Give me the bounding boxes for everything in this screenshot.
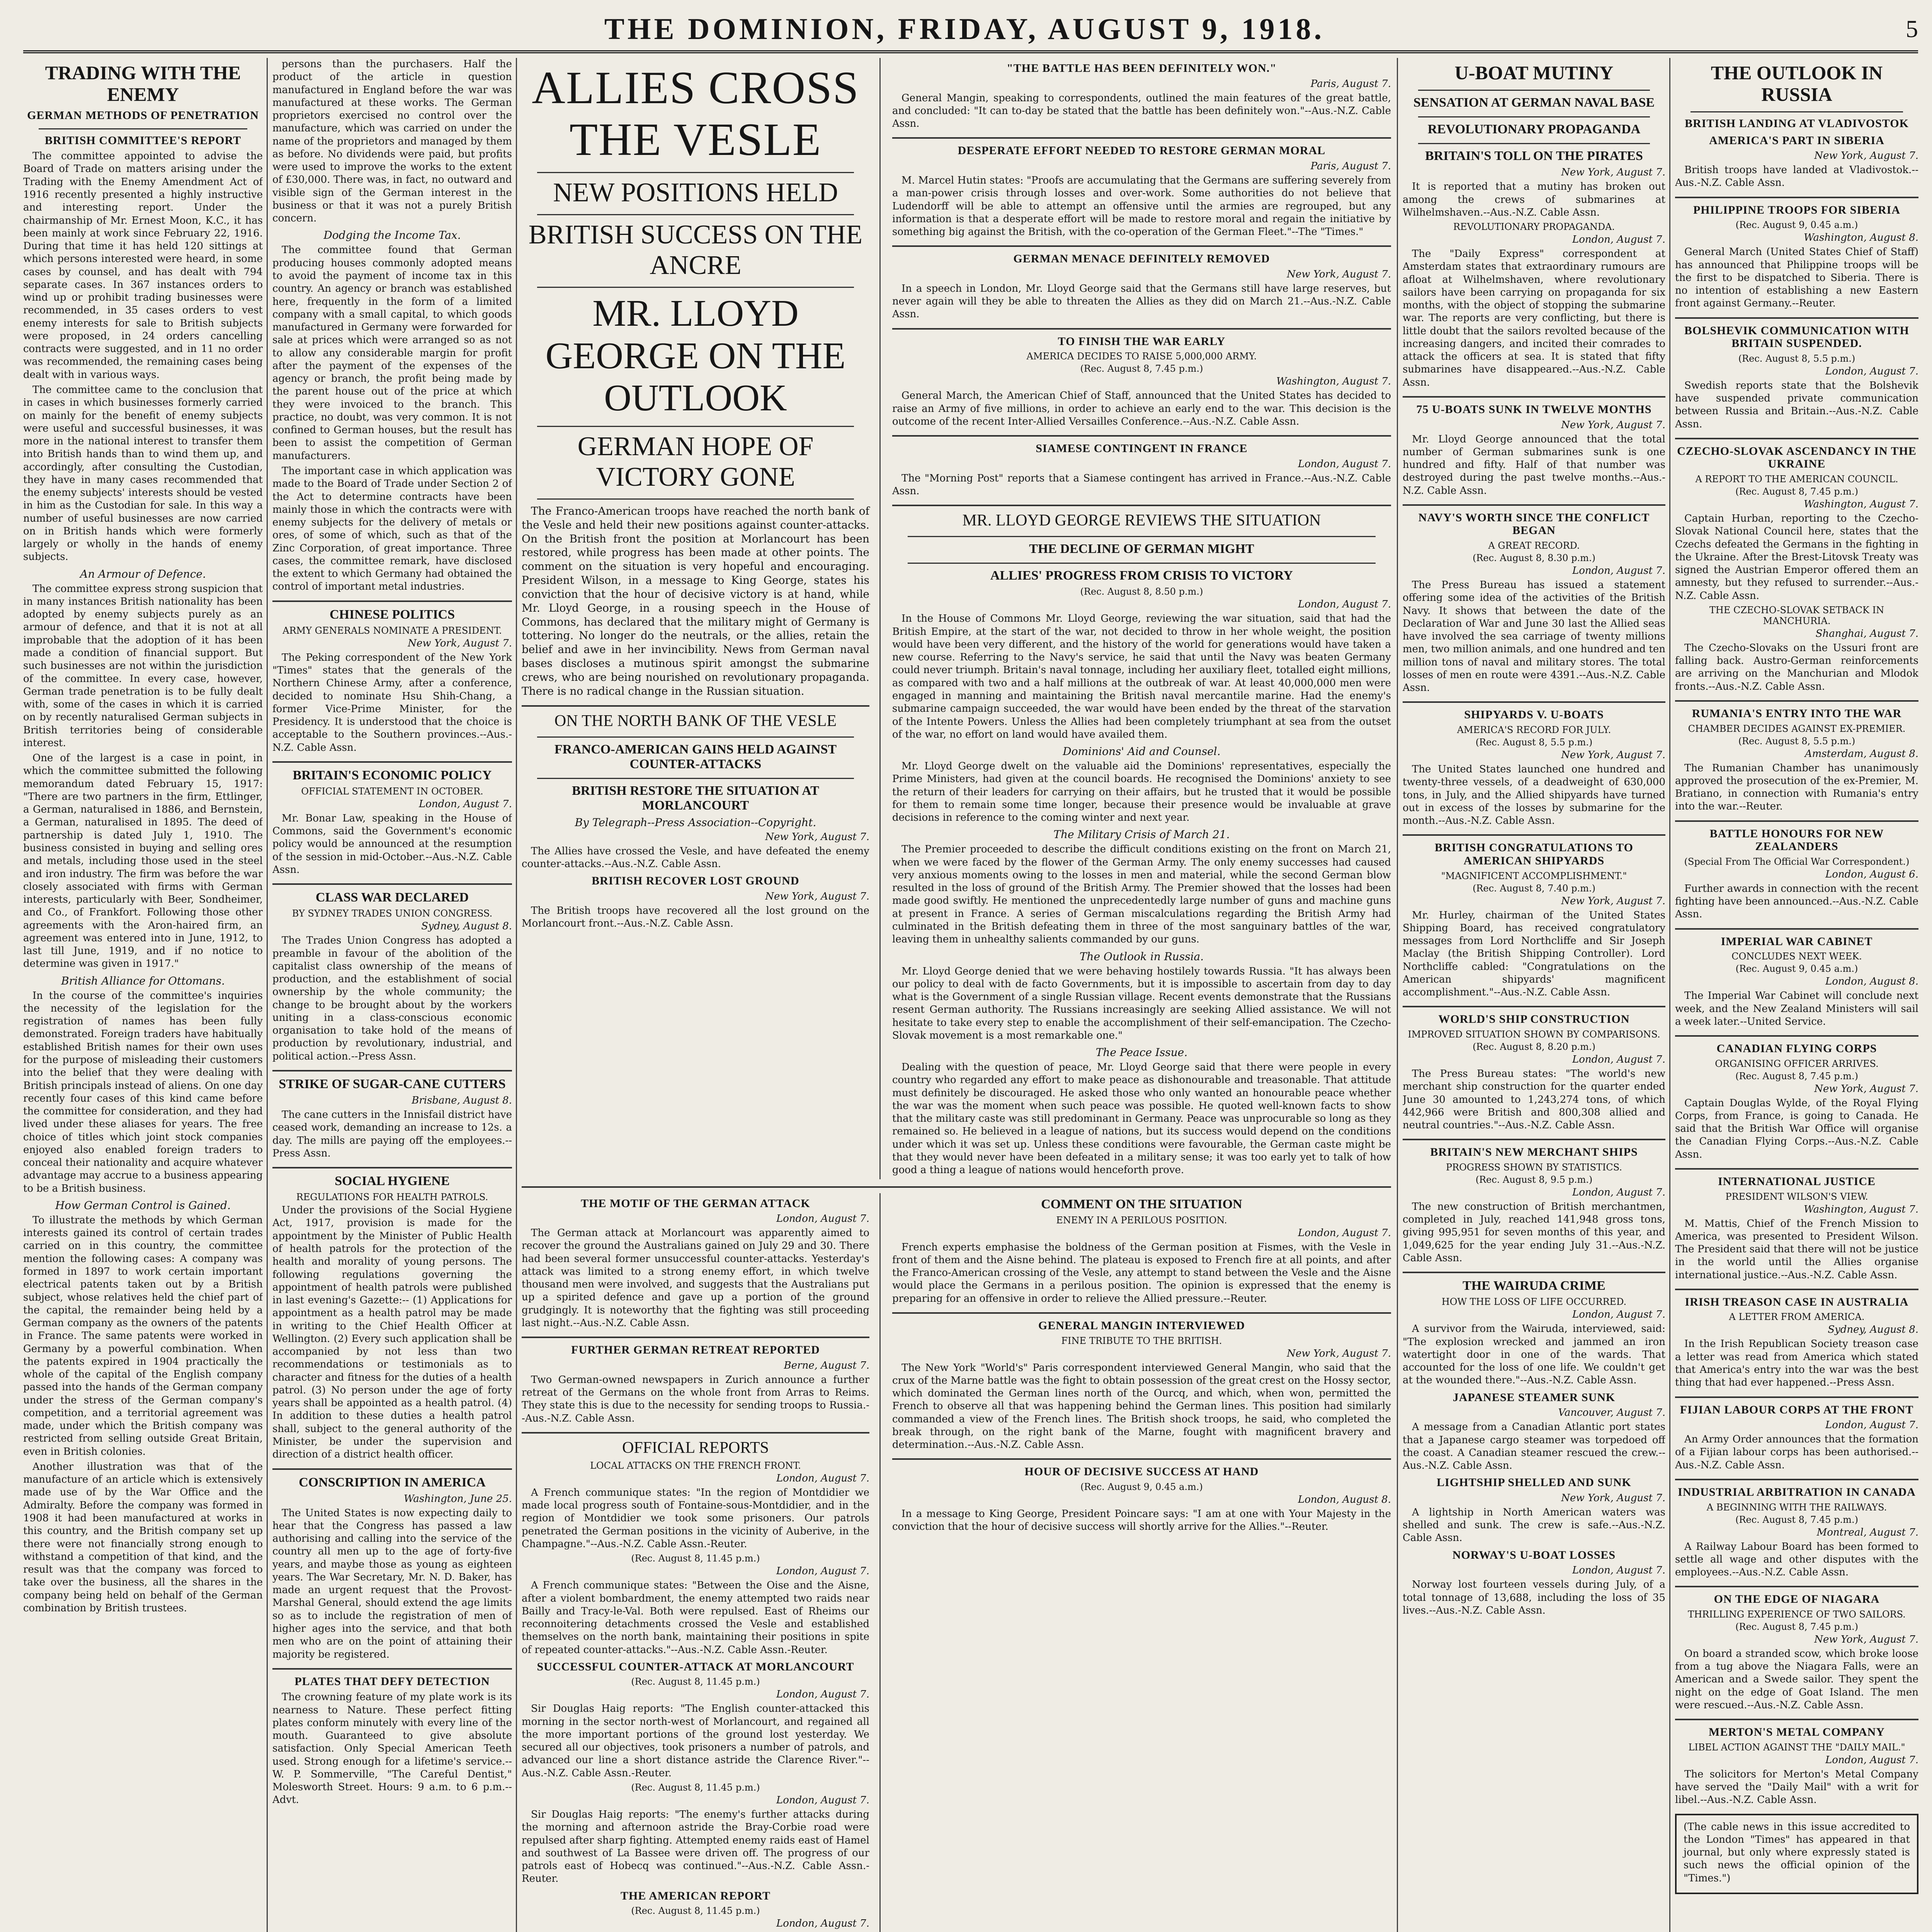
subhead: AMERICA'S RECORD FOR JULY. [1457, 724, 1611, 736]
lead-story [522, 58, 881, 1179]
subhead: THRILLING EXPERIENCE OF TWO SAILORS. [1688, 1609, 1906, 1620]
article-paragraph: General March, the American Chief of Staff, announced that the United States has decided to raise an Army of five millions, in order to achieve an early end to the war. This decision is the outcome of the recent Inter-Allied Versailles Conference.--Aus.-N.Z. Cable Assn. [892, 390, 1391, 427]
article-paragraph: Swedish reports state that the Bolshevik have suspended private communication between Russia and Britain.--Aus.-N.Z. Cable Assn. [1675, 379, 1918, 430]
subhead: PRESIDENT WILSON'S VIEW. [1725, 1191, 1868, 1202]
received-line: (Rec. August 8, 7.45 p.m.) [1735, 1621, 1858, 1632]
headline: "THE BATTLE HAS BEEN DEFINITELY WON." [1007, 62, 1277, 75]
dateline: London, August 7. [418, 798, 512, 810]
subhead: ENEMY IN A PERILOUS POSITION. [1056, 1214, 1227, 1226]
article-paragraph: Mr. Lloyd George dwelt on the valuable aid the Dominions' representatives, especially the Prime Ministers, had given at the council boards. He recognised the Dominions' anxiety to see the return of their leaders for carrying on their affairs, but he trusted that it would be possible for them to remain some time longer, because their presence would be invaluable at grave decisions in reference to the coming winter and next year. [892, 760, 1391, 824]
subhead: LOCAL ATTACKS ON THE FRENCH FRONT. [590, 1460, 801, 1471]
dateline: London, August 8. [1298, 1493, 1391, 1505]
section-subtitle: The Peace Issue. [1095, 1046, 1188, 1059]
headline: IMPERIAL WAR CABINET [1721, 935, 1873, 948]
headline: TO FINISH THE WAR EARLY [1058, 335, 1226, 348]
section-subtitle: British Alliance for Ottomans. [61, 974, 225, 987]
article-paragraph: In the course of the committee's inquiries the necessity of the legislation for the registration of names has been fully demonstrated. Foreign traders have habitually established British names for their own uses for the purpose of misleading their customers into the belief that they were dealing with British principals instead of aliens. On one day recently four cases of this kind came before the committee for consideration, and they had lived under these aliases for years. The free choice of titles which joint stock companies enjoyed also enabled foreign traders to conceal their nationality and acquire whatever advantage may accrue to a business appearing to be a British business. [23, 990, 263, 1194]
main-headline: ALLIES CROSS THE VESLE [532, 62, 859, 165]
section-subtitle: Dominions' Aid and Counsel. [1063, 745, 1221, 758]
headline: FURTHER GERMAN RETREAT REPORTED [571, 1344, 820, 1357]
subhead: A LETTER FROM AMERICA. [1729, 1311, 1865, 1323]
article-paragraph: It is reported that a mutiny has broken out among the crews of submarines at Wilhelmshaven.--Aus.-N.Z. Cable Assn. [1403, 181, 1665, 218]
subhead: CONCLUDES NEXT WEEK. [1731, 951, 1862, 962]
headline: OFFICIAL REPORTS [622, 1439, 769, 1457]
headline: STRIKE OF SUGAR-CANE CUTTERS [279, 1077, 506, 1091]
advertisement-text: The crowning feature of my plate work is its nearness to Nature. These perfect fitting plates conform minutely with every line of the mouth. Guaranteed to give absolute satisfaction. Only Special American Teeth used. Strong enough for a lifetime's service.--W. P. Sommerville, "The Careful Dentist," Molesworth Street. Hours: 9 a.m. to 6 p.m.--Advt. [272, 1691, 512, 1806]
headline: CANADIAN FLYING CORPS [1716, 1042, 1877, 1055]
dateline: New York, August 7. [1814, 150, 1918, 162]
headline-deck: SENSATION AT GERMAN NAVAL BASE [1413, 95, 1655, 110]
headline: CONSCRIPTION IN AMERICA [299, 1475, 486, 1490]
received-line: (Rec. August 8, 11.45 p.m.) [631, 1782, 760, 1793]
dateline: New York, August 7. [1561, 167, 1665, 179]
dateline: Montreal, August 7. [1816, 1526, 1918, 1538]
dateline: Paris, August 7. [1310, 160, 1391, 172]
headline: BATTLE HONOURS FOR NEW ZEALANDERS [1709, 827, 1884, 853]
article-paragraph: The Czecho-Slovaks on the Ussuri front are falling back. Austro-German reinforcements are arriving on the Manchurian and Mlodok fronts.--Aus.-N.Z. Cable Assn. [1675, 642, 1918, 692]
headline: NORWAY'S U-BOAT LOSSES [1452, 1548, 1616, 1561]
dateline: London, August 7. [1572, 1309, 1665, 1321]
article-paragraph: The Press Bureau states: "The world's new merchant ship construction for the quarter ended June 30 amounted to 1,243,274 tons, of which 442,966 were British and 800,308 allied and neutral countries."--Aus.-N.Z. Cable Assn. [1403, 1068, 1665, 1131]
article-paragraph: In the House of Commons Mr. Lloyd George, reviewing the war situation, said that had the British Empire, at the start of the war, not decided to throw in her whole weight, the position would have been very different, and the history of the world for generations would have taken a new course. Referring to the Navy's service, he said that until the Navy was beaten Germany could never triumph. Britain's naval tonnage, including her auxiliary fleet, totalled eight millions, as compared with two and a half millions at the outbreak of war. At least 40,000,000 men were engaged in manning and maintaining the British naval mercantile marine. Had the enemy's submarine campaign succeeded, the war would have been ended by the threat of the starvation of the Intente Powers. Unless the Allies had been completely triumphant at sea from the outset of the war, no effort on land would have availed them. [892, 613, 1391, 740]
article-paragraph: Mr. Lloyd George announced that the total number of German submarines sunk is one hundred and fifty. Half of that number was destroyed during the past twelve months.--Aus.-N.Z. Cable Assn. [1403, 433, 1665, 497]
dateline: Amsterdam, August 8. [1804, 748, 1918, 760]
dateline: London, August 7. [1825, 365, 1918, 377]
article-paragraph: The Imperial War Cabinet will conclude next week, and the New Zealand Ministers will sail a week later.--United Service. [1675, 990, 1918, 1027]
subhead: A GREAT RECORD. [1488, 540, 1580, 551]
article-paragraph: In the Irish Republican Society treason case a letter was read from America which stated that America's entry into the war was the best thing that had ever happened.--Press Assn. [1675, 1338, 1918, 1389]
subhead: "MAGNIFICENT ACCOMPLISHMENT." [1441, 870, 1627, 881]
article-paragraph: Another illustration was that of the manufacture of an article which is extensively made use of by the War Office and the Admiralty. Before the company was formed in 1908 it had been manufactured at works in this country, and the British company set up there were not financially strong enough to withstand a competition of that kind, and the result was that the company was forced to take over the business, all the shares in the company being held on behalf of the German combination by British trustees. [23, 1461, 263, 1614]
article-paragraph: The German attack at Morlancourt was apparently aimed to recover the ground the Australians gained on July 29 and 30. There had been several former unsuccessful counter-attacks. Yesterday's attack was limited to a strong enemy effort, in which twelve thousand men were involved, and suggests that the Australians put up a spirited defence and gave up a portion of the ground grudgingly. It is noteworthy that the fighting was still proceeding last night.--Aus.-N.Z. Cable Assn. [522, 1227, 869, 1329]
headline: DESPERATE EFFORT NEEDED TO RESTORE GERMAN MORAL [957, 144, 1326, 157]
section-subtitle: The Military Crisis of March 21. [1053, 828, 1230, 841]
headline: RUMANIA'S ENTRY INTO THE WAR [1692, 707, 1902, 720]
article-paragraph: Further awards in connection with the recent fighting have been announced.--Aus.-N.Z. Cable Assn. [1675, 883, 1918, 920]
column-rule [516, 58, 517, 1932]
headline: THE AMERICAN REPORT [621, 1889, 770, 1902]
headline: JAPANESE STEAMER SUNK [1452, 1391, 1616, 1404]
article-paragraph: The Press Bureau has issued a statement offering some idea of the activities of the British Navy. It shows that between the date of the Declaration of War and June 30 last the Allied seas have involved the sea carriage of twenty millions men, two million animals, and one hundred and ten million tons of naval and military stores. The total losses of men en route were 4391.--Aus.-N.Z. Cable Assn. [1403, 579, 1665, 694]
dateline: New York, August 7. [765, 891, 869, 903]
dateline: Washington, August 7. [1276, 376, 1391, 388]
column-rule [267, 58, 268, 1932]
section-subtitle: An Armour of Defence. [80, 567, 206, 580]
headline: LIGHTSHIP SHELLED AND SUNK [1437, 1476, 1631, 1489]
dateline: Vancouver, August 7. [1558, 1407, 1665, 1419]
received-line: (Rec. August 8, 7.45 p.m.) [1735, 1070, 1858, 1082]
headline: GERMAN MENACE DEFINITELY REMOVED [1013, 252, 1270, 265]
dateline: New York, August 7. [1561, 895, 1665, 907]
column-4 [1403, 58, 1665, 1932]
article-paragraph: Two German-owned newspapers in Zurich announce a further retreat of the Germans on the whole front from Arras to Reims. They state this is due to the necessity for sending troops to Russia.--Aus.-N.Z. Cable Assn. [522, 1374, 869, 1424]
article-paragraph: French experts emphasise the boldness of the German position at Fismes, with the Vesle in front of them and the Aisne behind. The plateau is exposed to French fire at all points, and after the Franco-American crossing of the Vesle, any attempt to stand between the Vesle and the Aisne would place the Germans in a perilous position. The opinion is expressed that the enemy is preparing for an offensive in order to relieve the Allied pressure.--Reuter. [892, 1241, 1391, 1304]
headline: SUCCESSFUL COUNTER-ATTACK AT MORLANCOURT [537, 1660, 854, 1673]
headline: BRITAIN'S ECONOMIC POLICY [293, 768, 492, 782]
headline-deck: BRITAIN'S TOLL ON THE PIRATES [1425, 149, 1643, 163]
headline-trading-enemy: TRADING WITH THE ENEMY [45, 62, 241, 105]
article-paragraph: An Army Order announces that the formation of a Fijian labour corps has been authorised.--Aus.-N.Z. Cable Assn. [1675, 1434, 1918, 1471]
article-paragraph: A Railway Labour Board has been formed to settle all wage and other disputes with the employees.--Aus.-N.Z. Cable Assn. [1675, 1541, 1918, 1578]
headline: CZECHO-SLOVAK ASCENDANCY IN THE UKRAINE [1677, 444, 1917, 471]
column-rule [1397, 58, 1398, 1932]
masthead [23, 8, 1918, 53]
article-paragraph: A survivor from the Wairuda, interviewed, said: "The explosion wrecked and jammed an iron watertight door in one of the wards. That accounted for the loss of one life. We couldn't get at the wounded there."--Aus.-N.Z. Cable Assn. [1403, 1323, 1665, 1386]
article-paragraph: The cane cutters in the Innisfail district have ceased work, demanding an increase to 12s. a day. The mills are paying off the employees.--Press Assn. [272, 1109, 512, 1159]
dateline: London, August 8. [1825, 976, 1918, 988]
dateline: Berne, August 7. [784, 1359, 869, 1371]
article-paragraph: In a message to King George, President Poincare says: "I am at one with Your Majesty in the conviction that the hour of decisive success will shortly arrive for the Allies."--Reuter. [892, 1508, 1391, 1533]
dateline: London, August 7. [1298, 458, 1391, 470]
article-paragraph: M. Marcel Hutin states: "Proofs are accumulating that the Germans are suffering severely from a man-power crisis through losses and over-work. Some authorities do not believe that Ludendorff will be able to attempt an offensive until the armies are regrouped, but any information is that a desperate effort will be made to restore moral and regain the initiative by something big against the British, with the co-operation of the German Fleet."--The "Times." [892, 174, 1391, 238]
dateline: London, August 7. [776, 1213, 869, 1225]
article-paragraph: The Trades Union Congress has adopted a preamble in favour of the abolition of the capitalist class ownership of the means of production, and the establishment of social ownership by the whole community; the change to be brought about by the workers uniting in a class-conscious economic organisation to take hold of the means of production by revolutionary, industrial, and political action.--Press Assn. [272, 935, 512, 1062]
editorial-note-box [1675, 1814, 1918, 1894]
subhead: LIBEL ACTION AGAINST THE "DAILY MAIL." [1688, 1742, 1905, 1753]
received-line: (Rec. August 8, 5.5 p.m.) [1738, 353, 1855, 364]
headline: INTERNATIONAL JUSTICE [1718, 1175, 1876, 1188]
article-paragraph: To illustrate the methods by which German interests gained its control of certain trades carried on in this country, the committee mention the following cases: A company was formed in 1897 to work certain important electrical patents taken out by a British subject, whose relatives held the chief part of the capital, the remainder being held by a German company as the owners of the patents in France. The same patents were worked in Germany by a powerful combination. When the patents expired in 1904 practically the whole of the capital of the English company passed into the hands of the German company under the stress of the German company's competition, and a territorial agreement was made, under which the British company was restricted from selling outside Great Britain, even in British colonies. [23, 1214, 263, 1458]
subhead: PROGRESS SHOWN BY STATISTICS. [1446, 1162, 1622, 1173]
article-paragraph: The Allies have crossed the Vesle, and have defeated the enemy counter-attacks.--Aus.-N.Z. Cable Assn. [522, 845, 869, 870]
headline: 75 U-BOATS SUNK IN TWELVE MONTHS [1416, 403, 1652, 416]
dateline: London, August 7. [776, 1794, 869, 1806]
subhead: THE CZECHO-SLOVAK SETBACK IN MANCHURIA. [1709, 604, 1884, 626]
dateline: London, August 7. [1298, 1227, 1391, 1239]
dateline: London, August 7. [1825, 1754, 1918, 1766]
article-paragraph: British troops have landed at Vladivostok.--Aus.-N.Z. Cable Assn. [1675, 164, 1918, 189]
dateline: Washington, June 25. [403, 1493, 512, 1505]
section-subtitle: The Outlook in Russia. [1079, 950, 1204, 963]
headline: BRITISH RECOVER LOST GROUND [592, 874, 799, 888]
article-paragraph: The committee found that German producing houses commonly adopted means to avoid the payment of income tax in this country. An agency or branch was established here, frequently in the form of a limited company with a small capital, to which goods manufactured in Germany were forwarded for sale at prices which were arranged so as not to allow any considerable margin for profit after the payment of the expenses of the agency or branch, the profit being made by the parent house out of the price at which they were invoiced to the branch. This practice, no doubt, was very common. It is not confined to German houses, but the result has been to assist the competition of German manufacturers. [272, 244, 512, 462]
subhead: IMPROVED SITUATION SHOWN BY COMPARISONS. [1408, 1029, 1660, 1040]
headline: FIJIAN LABOUR CORPS AT THE FRONT [1680, 1403, 1914, 1416]
subhead: BRITISH COMMITTEE'S REPORT [44, 134, 242, 147]
article-paragraph: Captain Douglas Wylde, of the Royal Flying Corps, from France, is going to Canada. He said that the British War Office will organise the Canadian Flying Corps.--Aus.-N.Z. Cable Assn. [1675, 1097, 1918, 1160]
article-paragraph: In a speech in London, Mr. Lloyd George said that the Germans still have large reserves, but never again will they be able to threaten the Allies as they did on March 21.--Aus.-N.Z. Cable Assn. [892, 282, 1391, 320]
headline: MERTON'S METAL COMPANY [1709, 1726, 1885, 1739]
headline: HOUR OF DECISIVE SUCCESS AT HAND [1024, 1465, 1259, 1478]
column-1 [23, 58, 263, 1932]
article-paragraph: The United States is now expecting daily to hear that the Congress has passed a law authorising and calling into the service of the country all men up to the age of forty-five years, and maybe those as young as eighteen years. The War Secretary, Mr. N. D. Baker, has made an urgent request that the Provost-Marshal General, should extend the age limits so as to include the registration of men of higher ages into the service, and that both men who are on the point of attaining their majority be registered. [272, 1507, 512, 1660]
headline-outlook-russia: THE OUTLOOK IN RUSSIA [1711, 62, 1883, 105]
article-paragraph: The British troops have recovered all the lost ground on the Morlancourt front.--Aus.-N.Z. Cable Assn. [522, 905, 869, 930]
article-paragraph: A message from a Canadian Atlantic port states that a Japanese cargo steamer was torpedoed off the coast. A Canadian steamer rescued the crew.--Aus.-N.Z. Cable Assn. [1403, 1421, 1665, 1472]
article-paragraph: The Premier proceeded to describe the difficult conditions existing on the front on March 21, when we were faced by the flower of the German Army. The only enemy successes had caused very anxious moments owing to the losses in men and material, while the second German blow resulted in the loss of ground of the British Army. The Premier showed that the losses had been made good swiftly. He mentioned the unprecedentedly large number of guns and machine guns at present in France. A series of German miscalculations regarding the British Army had culminated in the British defeating them in three of the most sanguinary battles of the war, leaving them in unhealthy salients commanded by our guns. [892, 844, 1391, 946]
subhead: ORGANISING OFFICER ARRIVES. [1715, 1058, 1879, 1069]
column-centre [522, 58, 1391, 1932]
subhead: AMERICA DECIDES TO RAISE 5,000,000 ARMY. [1026, 351, 1257, 362]
dateline: London, August 7. [776, 1689, 869, 1701]
article-paragraph: The New York "World's" Paris correspondent interviewed General Mangin, who said that the crux of the Marne battle was the fight to obtain possession of the great crest on the Hossy sector, which dominated the German lines north of the Ourcq, and which, when won, permitted the French to observe all that was happening behind the German lines. This position had similarly commanded a view of the French lines. The British shock troops, he said, who completed the break through, on the right bank of the Marne, fought with magnificent bravery and determination.--Aus.-N.Z. Cable Assn. [892, 1362, 1391, 1451]
article-paragraph: General March (United States Chief of Staff) has announced that Philippine troops will be the first to be dispatched to Siberia. There is no intention of establishing a new Eastern front against Germany.--Reuter. [1675, 246, 1918, 310]
article-paragraph: The Peking correspondent of the New York "Times" states that the generals of the Northern Chinese Army, after a conference, decided to nominate Hsu Shih-Chang, a former Vice-Prime Minister, for the Presidency. It is understood that the choice is acceptable to the Southern provinces.--Aus.-N.Z. Cable Assn. [272, 651, 512, 753]
headline-deck: NEW POSITIONS HELD [553, 177, 838, 207]
section-subtitle: How German Control is Gained. [55, 1199, 231, 1212]
dateline: New York, August 7. [1814, 1633, 1918, 1645]
headline-deck: REVOLUTIONARY PROPAGANDA [1427, 122, 1641, 137]
dateline: London, August 7. [776, 1918, 869, 1930]
advertisement-headline: PLATES THAT DEFY DETECTION [294, 1675, 490, 1688]
section-subtitle: Dodging the Income Tax. [323, 229, 461, 242]
subhead: HOW THE LOSS OF LIFE OCCURRED. [1441, 1296, 1627, 1308]
column-rule [1669, 58, 1670, 1932]
headline: SHIPYARDS V. U-BOATS [1464, 708, 1604, 721]
received-line: (Rec. August 9, 0.45 a.m.) [1735, 963, 1858, 975]
headline-deck: BRITISH SUCCESS ON THE ANCRE [528, 220, 863, 280]
column-2 [272, 58, 512, 1932]
editorial-note: (The cable news in this issue accredited to the London "Times" has appeared in that journal, but only where expressly stated is such news the official opinion of the "Times.") [1684, 1821, 1910, 1884]
mid-left-stories [522, 1193, 881, 1932]
dateline: London, August 7. [1572, 1565, 1665, 1577]
article-paragraph: Norway lost fourteen vessels during July, of a total tonnage of 13,688, including the loss of 35 lives.--Aus.-N.Z. Cable Assn. [1403, 1579, 1665, 1616]
masthead-title: THE DOMINION, FRIDAY, AUGUST 9, 1918. [604, 12, 1325, 46]
headline: WORLD'S SHIP CONSTRUCTION [1438, 1013, 1630, 1026]
headline: IRISH TREASON CASE IN AUSTRALIA [1685, 1295, 1909, 1308]
dateline: Brisbane, August 8. [412, 1095, 512, 1107]
right-stories [892, 58, 1391, 1179]
article-paragraph: Sir Douglas Haig reports: "The English counter-attacked this morning in the sector north-west of Morlancourt, and regained all the more important portions of the ground lost yesterday. We secured all our objectives, took prisoners a number of patrols, and advanced our line a short distance astride the Clarence River."--Aus.-N.Z. Cable Assn.-Reuter. [522, 1703, 869, 1779]
headline: SIAMESE CONTINGENT IN FRANCE [1036, 442, 1248, 455]
headline: FRANCO-AMERICAN GAINS HELD AGAINST COUNTER-ATTACKS [554, 742, 837, 771]
article-paragraph: The "Morning Post" reports that a Siamese contingent has arrived in France.--Aus.-N.Z. Cable Assn. [892, 472, 1391, 497]
headline: MR. LLOYD GEORGE REVIEWS THE SITUATION [962, 512, 1321, 530]
received-line: (Rec. August 9, 0.45 a.m.) [1080, 1481, 1203, 1492]
headline: GENERAL MANGIN INTERVIEWED [1038, 1319, 1245, 1332]
headline-deck: GERMAN HOPE OF VICTORY GONE [577, 432, 814, 492]
headline-deck: MR. LLOYD GEORGE ON THE OUTLOOK [545, 292, 846, 419]
dateline: Washington, August 7. [1804, 1203, 1918, 1215]
headline: NAVY'S WORTH SINCE THE CONFLICT BEGAN [1418, 511, 1650, 537]
headline: CLASS WAR DECLARED [315, 890, 469, 905]
article-paragraph: The Franco-American troops have reached the north bank of the Vesle and held their new positions against counter-attacks. On the British front the position at Morlancourt has been restored, while progress has been made at other points. The comment on the situation is very hopeful and encouraging. President Wilson, in a message to King George, states his conviction that the hour of decisive victory is at hand, while Mr. Lloyd George, in a rousing speech in the House of Commons, has declared that the military might of Germany is tottering. No longer do the neutrals, or the allies, retain the belief and awe in her invincibility. News from German naval bases discloses a mutinous spirit amongst the submarine crews, who are being nourished on revolutionary propaganda. There is no radical change in the Russian situation. [522, 504, 869, 697]
received-line: (Rec. August 8, 11.45 p.m.) [631, 1676, 760, 1687]
dateline: Paris, August 7. [1310, 78, 1391, 90]
dateline: New York, August 7. [1814, 1083, 1918, 1095]
dateline: London, August 7. [1572, 565, 1665, 577]
dateline: New York, August 7. [1561, 419, 1665, 431]
page-number: 5 [1905, 15, 1918, 43]
headline: COMMENT ON THE SITUATION [1041, 1197, 1242, 1211]
dateline: New York, August 7. [408, 637, 512, 649]
headline: ON THE NORTH BANK OF THE VESLE [554, 712, 837, 730]
article-paragraph: Sir Douglas Haig reports: "The enemy's further attacks during the morning and afternoon astride the Bray-Corbie road were repulsed after sharp fighting. Attempted enemy raids east of Hamel and southwest of La Bassee were driven off. The progress of our patrols east of Hobecq was continued."--Aus.-N.Z. Cable Assn.-Reuter. [522, 1809, 869, 1885]
subhead: ARMY GENERALS NOMINATE A PRESIDENT. [282, 625, 502, 636]
dateline: Washington, August 7. [1804, 498, 1918, 510]
headline-deck: AMERICA'S PART IN SIBERIA [1709, 134, 1884, 147]
article-paragraph: Dealing with the question of peace, Mr. Lloyd George said that there were people in every country who regarded any effort to make peace as dishonourable and treasonable. That attitude must definitely be discouraged. He asked those who only wanted an honourable peace whether the war was the moment when such peace was possible. He quoted well-known facts to show that the military caste was still predominant in Germany. Peace was unprocurable so long as they remained so. He believed in a league of nations, but its success would depend on the conditions under which it was set up. Unless these conditions were favourable, the German caste might be that they would never have been defeated in a military sense; it was too early yet to talk of how good a thing a league of nations would henceforth prove. [892, 1061, 1391, 1176]
dateline: London, August 7. [1572, 1186, 1665, 1198]
received-line: (Rec. August 8, 7.40 p.m.) [1473, 883, 1595, 894]
subhead: REVOLUTIONARY PROPAGANDA. [1453, 221, 1615, 233]
subhead: A REPORT TO THE AMERICAN COUNCIL. [1695, 474, 1898, 485]
dateline: New York, August 7. [1287, 1347, 1391, 1359]
dateline: London, August 7. [1572, 1054, 1665, 1066]
dateline: London, August 6. [1825, 868, 1918, 880]
subhead: CHAMBER DECIDES AGAINST EX-PREMIER. [1688, 723, 1906, 734]
subhead: GERMAN METHODS OF PENETRATION [27, 109, 259, 122]
headline: BRITISH RESTORE THE SITUATION AT MORLANCOURT [572, 783, 819, 813]
headline: BRITISH CONGRATULATIONS TO AMERICAN SHIPYARDS [1435, 841, 1633, 867]
received-line: (Rec. August 9, 0.45 a.m.) [1735, 219, 1858, 231]
received-line: (Rec. August 8, 7.45 p.m.) [1735, 1514, 1858, 1525]
received-line: (Rec. August 8, 5.5 p.m.) [1738, 735, 1855, 747]
dateline: New York, August 7. [1561, 1492, 1665, 1504]
received-line: (Rec. August 8, 8.50 p.m.) [1080, 586, 1203, 597]
article-paragraph: A French communique states: "Between the Oise and the Aisne, after a violent bombardment, the enemy attempted two raids near Bailly and Tracy-le-Val. Both were repulsed. East of Rheims our reconnoitering detachments crossed the Vesle and established themselves on the north bank, maintaining their positions in spite of repeated counter-attacks."--Aus.-N.Z. Cable Assn.-Reuter. [522, 1580, 869, 1656]
received-line: (Rec. August 8, 9.5 p.m.) [1475, 1174, 1593, 1185]
subhead: OFFICIAL STATEMENT IN OCTOBER. [301, 786, 483, 797]
dateline: New York, August 7. [1561, 749, 1665, 761]
article-paragraph: Mr. Bonar Law, speaking in the House of Commons, said the Government's economic policy would be announced at the resumption of the session in mid-October.--Aus.-N.Z. Cable Assn. [272, 812, 512, 876]
article-paragraph: The new construction of British merchantmen, completed in July, reached 141,948 gross tons, giving 995,951 for seven months of this year, and 1,049,625 for the year ending July 31.--Aus.-N.Z. Cable Assn. [1403, 1201, 1665, 1264]
dateline: Shanghai, August 7. [1815, 628, 1918, 639]
headline: SOCIAL HYGIENE [335, 1174, 450, 1189]
article-paragraph: Under the provisions of the Social Hygiene Act, 1917, provision is made for the appointment by the Minister of Public Health of health patrols for the protection of the health and morality of young persons. The following regulations governing the appointment of health patrols were published in last evening's Gazette:-- (1) Applications for appointment as a health patrol may be made in writing to the Chief Health Officer at Wellington. (2) Every such application shall be accompanied by not less than two recommendations or testimonials as to character and fitness for the duties of a health patrol. (3) No person under the age of forty years shall be appointed as a health patrol. (4) In addition to these duties a health patrol shall, subject to the general authority of the Minister, be under the supervision and direction of a district health officer. [272, 1204, 512, 1461]
headline-uboat-mutiny: U-BOAT MUTINY [1454, 62, 1614, 83]
article-paragraph: General Mangin, speaking to correspondents, outlined the main features of the great battle, and concluded: "It can to-day be stated that the battle has been definitely won."--Aus.-N.Z. Cable Assn. [892, 92, 1391, 130]
headline: THE MOTIF OF THE GERMAN ATTACK [581, 1197, 810, 1210]
received-line: (Rec. August 8, 11.45 p.m.) [631, 1905, 760, 1917]
dateline: New York, August 7. [1287, 268, 1391, 280]
dateline: London, August 7. [1298, 599, 1391, 611]
dateline: London, August 7. [1572, 234, 1665, 246]
column-5 [1675, 58, 1918, 1932]
received-line: (Rec. August 8, 8.20 p.m.) [1473, 1041, 1595, 1053]
headline: BRITAIN'S NEW MERCHANT SHIPS [1430, 1146, 1638, 1159]
article-paragraph: A lightship in North American waters was shelled and sunk. The crew is safe.--Aus.-N.Z. Cable Assn. [1403, 1506, 1665, 1544]
article-paragraph: M. Mattis, Chief of the French Mission to America, was presented to President Wilson. The President said that there will not be justice in the world until the Allies organise international justice.--Aus.-N.Z. Cable Assn. [1675, 1218, 1918, 1281]
headline: THE DECLINE OF GERMAN MIGHT [1029, 542, 1254, 556]
dateline: Sydney, August 8. [421, 920, 512, 932]
dateline: Washington, August 8. [1804, 232, 1918, 244]
article-paragraph: The important case in which application was made to the Board of Trade under Section 2 of the Act to determine contracts have been mainly those in which the contracts were with enemy subjects for the delivery of metals or ores, of some of which, such as that of the Zinc Corporation, of great importance. Three cases, the committee remark, have disclosed the extent to which Germany had obtained the control of important metal industries. [272, 465, 512, 593]
subhead: (Special From The Official War Correspondent.) [1684, 856, 1910, 867]
dateline: London, August 7. [776, 1565, 869, 1577]
article-paragraph: The committee express strong suspicion that in many instances British nationality has been adopted by enemy subjects purely as an armour of defence, and that it is not at all improbable that the adoption of it has been made a condition of financial support. But such businesses are not within the jurisdiction of the committee. In every case, however, German trade penetration is to be fully dealt with, some of the cases in which it is carried on by recently naturalised German subjects in British territories being of considerable interest. [23, 583, 263, 749]
copyright-line: By Telegraph--Press Association--Copyright. [575, 816, 816, 829]
received-line: (Rec. August 8, 7.45 p.m.) [1735, 486, 1858, 497]
subhead: FINE TRIBUTE TO THE BRITISH. [1061, 1335, 1222, 1346]
received-line: (Rec. August 8, 8.30 p.m.) [1473, 553, 1595, 564]
article-paragraph: persons than the purchasers. Half the product of the article in question manufactured in England before the war was manufactured at these works. The German proprietors exercised no control over the manufacture, which was carried on under the name of the proprietors and managed by them as before. No dividends were paid, but profits were used to improve the works to the extent of £30,000. There was, in fact, no outward and visible sign of the German interest in the business or that it was not a purely British concern. [272, 58, 512, 224]
subhead: REGULATIONS FOR HEALTH PATROLS. [296, 1192, 488, 1203]
headline: CHINESE POLITICS [329, 607, 455, 622]
received-line: (Rec. August 8, 5.5 p.m.) [1475, 737, 1593, 748]
headline: ALLIES' PROGRESS FROM CRISIS TO VICTORY [990, 568, 1293, 583]
article-paragraph: The committee came to the conclusion that in cases in which businesses formerly carried on mainly for the benefit of enemy subjects were useful and successful businesses, it was more in the national interest to transfer them into British hands than to wind them up, and accordingly, after consulting the Custodian, they have in many cases recommended that the enemy subjects' interests should be vested in him as the Custodian for sale. In this way a number of useful businesses are now carried on in British hands which were formerly largely or wholly in the hands of enemy subjects. [23, 384, 263, 563]
subhead: BY SYDNEY TRADES UNION CONGRESS. [292, 908, 493, 919]
subhead: A BEGINNING WITH THE RAILWAYS. [1706, 1502, 1887, 1513]
article-paragraph: One of the largest is a case in point, in which the committee submitted the following memorandum dated February 15, 1917: "There are two partners in the firm, Ettlinger, a German, naturalised in 1886, and Bernstein, a German, naturalised in 1895. The deed of partnership is dated July 1, 1910. The business consisted in buying and selling ores and metals, including those used in the steel and iron industry. The firm was before the war closely associated with firms with German interests, particularly with Beer, Sondheimer, and Co., of Frankfort. Following those other agreements with the Aron-haired firm, an agreement was entered into in June, 1912, to last till June, 1919, and if no notice to determine was given in 1917." [23, 752, 263, 970]
article-paragraph: On board a stranded scow, which broke loose from a tug above the Niagara Falls, were an American and a Swede sailor. They spent the night on the edge of Goat Island. The men were rescued.--Aus.-N.Z. Cable Assn. [1675, 1648, 1918, 1711]
article-paragraph: A French communique states: "In the region of Montdidier we made local progress south of Fontaine-sous-Montdidier, and in the region of Montdidier we took some prisoners. Our patrols penetrated the German positions in the vicinity of Auberive, in the Champagne."--Aus.-N.Z. Cable Assn.-Reuter. [522, 1486, 869, 1550]
headline: PHILIPPINE TROOPS FOR SIBERIA [1693, 203, 1901, 216]
dateline: Sydney, August 8. [1828, 1324, 1918, 1336]
dateline: London, August 7. [1825, 1419, 1918, 1431]
dateline: London, August 7. [776, 1472, 869, 1484]
headline: BOLSHEVIK COMMUNICATION WITH BRITAIN SUSPENDED. [1684, 324, 1909, 350]
dateline: New York, August 7. [765, 831, 869, 843]
mid-right-stories [892, 1193, 1391, 1932]
article-paragraph: Mr. Lloyd George denied that we were behaving hostilely towards Russia. "It has always been our policy to deal with de facto Governments, but it is impossible to ascertain from day to day what is the Government of a single Russian village. Recent events demonstrate that the Russians resent German authority. The Russians increasingly are seeking Allied assistance. We will not hesitate to take every step to enable the accomplishment of their self-emancipation. The Czecho-Slovak movement is a most remarkable one." [892, 965, 1391, 1041]
article-paragraph: The committee appointed to advise the Board of Trade on matters arising under the Trading with the Enemy Amendment Act of 1916 recently presented a highly instructive and interesting report. Under the chairmanship of Mr. Ernest Moon, K.C., it has been mainly at work since February 22, 1916. During that time it has held 120 sittings at which persons interested were heard, in some cases by counsel, and has dealt with 794 separate cases. In 367 instances orders to wind up or prohibit trading businesses were recommended, in 35 cases orders to vest enemy interests for sale to British subjects were proposed, in 24 orders cancelling contracts were suggested, and in 11 no order was recommended, the remaining cases being dealt with in various ways. [23, 150, 263, 381]
headline: INDUSTRIAL ARBITRATION IN CANADA [1678, 1485, 1916, 1498]
headline: THE WAIRUDA CRIME [1463, 1279, 1605, 1293]
article-paragraph: The solicitors for Merton's Metal Company have served the "Daily Mail" with a writ for libel.--Aus.-N.Z. Cable Assn. [1675, 1768, 1918, 1806]
received-line: (Rec. August 8, 11.45 p.m.) [631, 1553, 760, 1564]
article-paragraph: Captain Hurban, reporting to the Czecho-Slovak National Council here, states that the Czechs defeated the Germans in the fighting in the Ukraine. After the Brest-Litovsk Treaty was signed the Austrian Emperor offered them an amnesty, but they refused to surrender.--Aus.-N.Z. Cable Assn. [1675, 513, 1918, 602]
headline-deck: BRITISH LANDING AT VLADIVOSTOK [1685, 117, 1909, 130]
article-paragraph: The United States launched one hundred and twenty-three vessels, of a deadweight of 630,000 tons, in July, and the Allied shipyards have turned out in excess of the losses by submarine for the month.--Aus.-N.Z. Cable Assn. [1403, 764, 1665, 827]
article-paragraph: The "Daily Express" correspondent at Amsterdam states that extraordinary rumours are afloat at Wilhelmshaven, where revolutionary sailors have been carrying on propaganda for six months, with the object of stopping the submarine war. The reports are very conflicting, but there is little doubt that the sailors revolted because of the increasing dangers, and incited their comrades to attack the officers at sea. It is stated that fifty submarines have disappeared.--Aus.-N.Z. Cable Assn. [1403, 248, 1665, 388]
article-paragraph: Mr. Hurley, chairman of the United States Shipping Board, has received congratulatory messages from Lord Northcliffe and Sir Joseph Maclay (the British Shipping Controller). Lord Northcliffe cabled: "Congratulations on the American shipyards' magnificent accomplishment."--Aus.-N.Z. Cable Assn. [1403, 909, 1665, 998]
received-line: (Rec. August 8, 7.45 p.m.) [1080, 363, 1203, 374]
article-paragraph: The Rumanian Chamber has unanimously approved the prosecution of the ex-Premier, M. Bratiano, in connection with Rumania's entry into the war.--Reuter. [1675, 762, 1918, 813]
headline: ON THE EDGE OF NIAGARA [1714, 1593, 1880, 1606]
